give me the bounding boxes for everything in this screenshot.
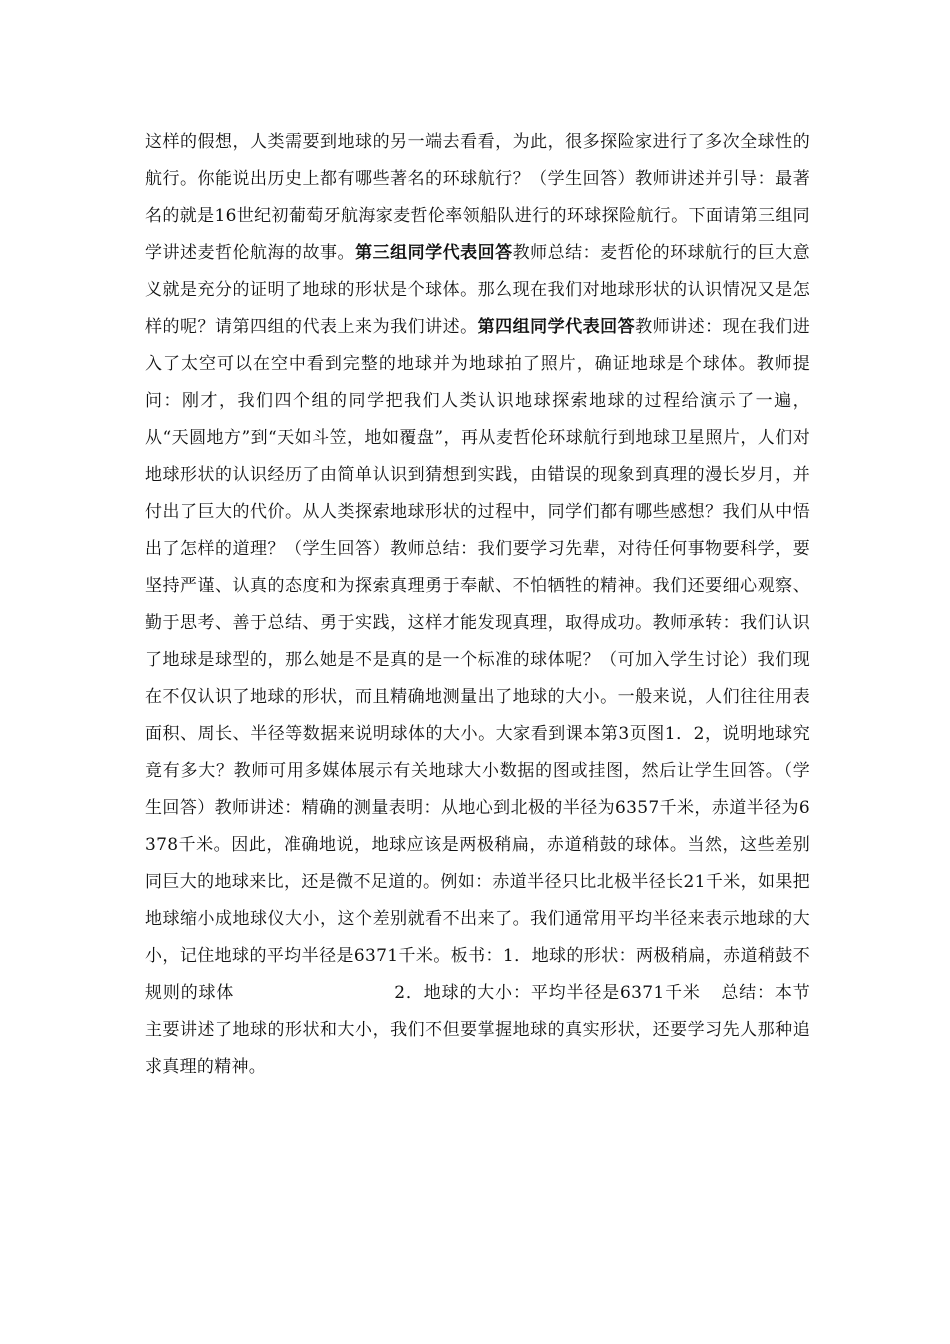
text-segment-1: 这样的假想，人类需要到地球的另一端去看看，为此，很多探险家进行了多次全球性的航行。你能说出历史上都有哪些著名的环球航行？（学生回答）教师讲述并引导：最著名的就是16世纪初葡萄牙航海家麦哲伦率领船队进行的环球探险航行。下面请第三组同学讲述麦哲伦航海的故事。 <box>145 132 810 263</box>
blackboard-item-2: 2．地球的大小：平均半径是6371千米 <box>394 983 701 1003</box>
text-segment-3: 教师讲述：现在我们进入了太空可以在空中看到完整的地球并为地球拍了照片，确证地球是个球体。教师提问：刚才，我们四个组的同学把我们人类认识地球探索地球的过程给演示了一遍，从“天圆地方”到“天如斗笠，地如覆盘”，再从麦哲伦环球航行到地球卫星照片，人们对地球形状的认识经历了由简单认识到猜想到实践，由错误的现象到真理的漫长岁月，并付出了巨大的代价。从人类探索地球形状的过程中，同学们都有哪些感想？我们从中悟出了怎样的道理？（学生回答）教师总结：我们要学习先辈，对待任何事物要科学，要坚持严谨、认真的态度和为探索真理勇于奉献、不怕牺牲的精神。我们还要细心观察、勤于思考、善于总结、勇于实践，这样才能发现真理，取得成功。教师承转：我们认识了地球是球型的，那么她是不是真的是一个标准的球体呢？（可加入学生讨论）我们现在不仅认识了地球的形状，而且精确地测量出了地球的大小。一般来说，人们往往用表面积、周长、半径等数据来说明球体的大小。大家看到课本第3页图1．2，说明地球究竟有多大？教师可用多媒体展示有关地球大小数据的图或挂图，然后让学生回答。（学生回答）教师讲述：精确的测量表明：从地心到北极的半径为6357千米，赤道半径为6378千米。因此，准确地说，地球应该是两极稍扁，赤道稍鼓的球体。当然，这些差别同巨大的地球来比，还是微不足道的。例如：赤道半径只比北极半径长21千米，如果把地球缩小成地球仪大小，这个差别就看不出来了。我们通常用平均半径来表示地球的大小，记住地球的平均半径是6371千米。板书：1．地球的形状：两极稍扁，赤道稍鼓不规则的球体 <box>145 317 811 1003</box>
group-three-answer-heading: 第三组同学代表回答 <box>355 243 513 263</box>
text-segment-2: 教师总结：麦哲伦的环球航行的巨大意义就是充分的证明了地球的形状是个球体。那么现在我们对地球形状的认识情况又是怎样的呢？请第四组的代表上来为我们讲述。 <box>145 243 810 337</box>
lesson-body-paragraph <box>145 124 810 1086</box>
group-four-answer-heading: 第四组同学代表回答 <box>477 317 636 337</box>
summary-text: 总结：本节主要讲述了地球的形状和大小，我们不但要掌握地球的真实形状，还要学习先人那种追求真理的精神。 <box>145 983 810 1077</box>
